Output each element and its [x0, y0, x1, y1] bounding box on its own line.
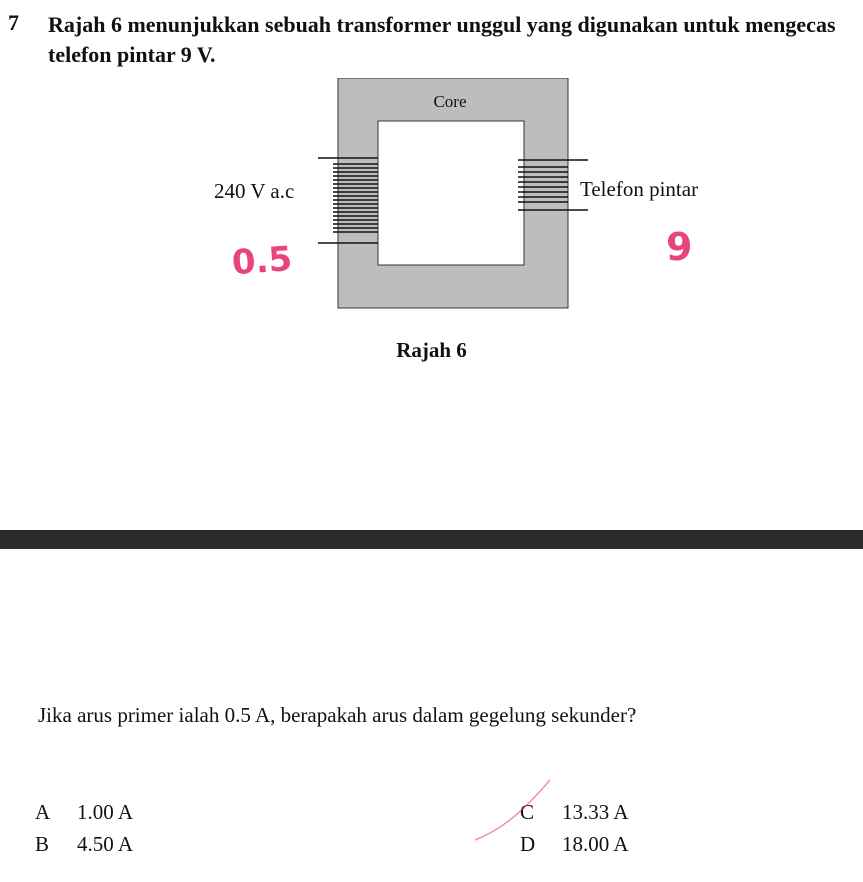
core-window	[378, 121, 524, 265]
handwritten-secondary-voltage: 9	[666, 225, 693, 269]
transformer-diagram	[200, 78, 760, 318]
option-value: 18.00 A	[562, 832, 629, 856]
core-label: Core	[433, 92, 467, 111]
handwritten-tick-mark	[470, 775, 560, 845]
option-letter: C	[520, 800, 535, 824]
option-value: 13.33 A	[562, 800, 629, 824]
option-letter: B	[35, 832, 50, 856]
question-text: Rajah 6 menunjukkan sebuah transformer unggul yang digunakan untuk mengecas telefon pintar 9 V.	[48, 12, 836, 67]
option-a[interactable]	[35, 800, 133, 825]
option-value: 1.00 A	[77, 800, 134, 824]
primary-voltage-label: 240 V a.c	[214, 179, 295, 203]
question-number: 7	[8, 10, 19, 35]
page-divider-bar	[0, 530, 863, 549]
option-letter: D	[520, 832, 536, 856]
sub-question-text: Jika arus primer ialah 0.5 A, berapakah arus dalam gegelung sekunder?	[38, 703, 637, 727]
handwritten-primary-current: 0.5	[230, 239, 294, 284]
option-value: 4.50 A	[77, 832, 134, 856]
secondary-label: Telefon pintar	[580, 177, 699, 201]
option-letter: A	[35, 800, 51, 824]
option-b[interactable]	[35, 832, 133, 857]
figure-caption: Rajah 6	[396, 338, 467, 362]
